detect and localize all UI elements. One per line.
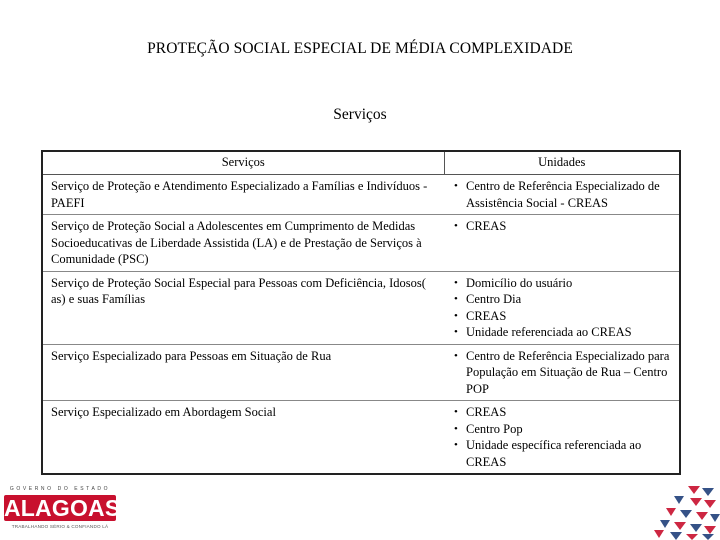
triangle-shape: [704, 526, 716, 534]
triangle-shape: [660, 520, 670, 528]
list-item: • CREAS: [452, 218, 672, 235]
logo-top-text: GOVERNO DO ESTADO: [9, 486, 111, 492]
units-list: [452, 348, 672, 398]
triangle-shape: [696, 512, 708, 520]
service-units: [444, 175, 680, 215]
page-subtitle: Serviços: [333, 106, 387, 123]
geometric-triangles-icon: [644, 484, 720, 540]
service-name: Serviço de Proteção e Atendimento Especializado a Famílias e Indivíduos - PAEFI: [42, 175, 444, 215]
list-item: • CREAS: [452, 404, 672, 421]
table-header-row: [42, 151, 680, 175]
triangle-shape: [690, 524, 702, 532]
triangle-shape: [670, 532, 682, 540]
logo-name: ALAGOAS: [4, 495, 121, 521]
service-units: [444, 344, 680, 401]
triangle-shape: [704, 500, 716, 508]
units-list: [452, 404, 672, 470]
page-title: PROTEÇÃO SOCIAL ESPECIAL DE MÉDIA COMPLEXIDADE: [147, 40, 573, 57]
header-services: Serviços: [42, 151, 444, 175]
list-item: • Unidade referenciada ao CREAS: [452, 324, 672, 341]
triangle-shape: [674, 522, 686, 530]
table-row: [42, 175, 680, 215]
table-row: [42, 344, 680, 401]
list-item: • Centro de Referência Especializado para População em Situação de Rua – Centro POP: [452, 348, 672, 398]
triangle-shape: [702, 534, 714, 540]
table-row: [42, 401, 680, 475]
table-row: [42, 215, 680, 272]
service-name: Serviço Especializado para Pessoas em Situação de Rua: [42, 344, 444, 401]
service-name: Serviço de Proteção Social Especial para Pessoas com Deficiência, Idosos( as) e suas Famílias: [42, 271, 444, 344]
service-name: Serviço Especializado em Abordagem Social: [42, 401, 444, 475]
triangle-shape: [690, 498, 702, 506]
service-units: [444, 271, 680, 344]
table-row: [42, 271, 680, 344]
list-item: • Centro de Referência Especializado de Assistência Social - CREAS: [452, 178, 672, 211]
triangle-shape: [654, 530, 664, 538]
service-units: [444, 215, 680, 272]
services-table: [41, 150, 681, 475]
list-item: • Centro Dia: [452, 291, 672, 308]
triangle-shape: [674, 496, 684, 504]
triangle-shape: [702, 488, 714, 496]
units-list: [452, 178, 672, 211]
list-item: • CREAS: [452, 308, 672, 325]
triangle-shape: [688, 486, 700, 494]
list-item: • Unidade específica referenciada ao CREAS: [452, 437, 672, 470]
triangle-shape: [686, 534, 698, 540]
units-list: [452, 275, 672, 341]
logo-tagline: TRABALHANDO SÉRIO & CONFIANDO LÁ: [11, 524, 109, 529]
triangle-shape: [680, 510, 692, 518]
alagoas-logo: [4, 486, 121, 534]
list-item: • Centro Pop: [452, 421, 672, 438]
header-units: Unidades: [444, 151, 680, 175]
triangle-shape: [666, 508, 676, 516]
service-name: Serviço de Proteção Social a Adolescentes em Cumprimento de Medidas Socioeducativas de Liberdade Assistida (LA) e de Prestação de Serviços à Comunidade (PSC): [42, 215, 444, 272]
list-item: • Domicílio do usuário: [452, 275, 672, 292]
units-list: [452, 218, 672, 235]
triangle-shape: [710, 514, 720, 522]
service-units: [444, 401, 680, 475]
